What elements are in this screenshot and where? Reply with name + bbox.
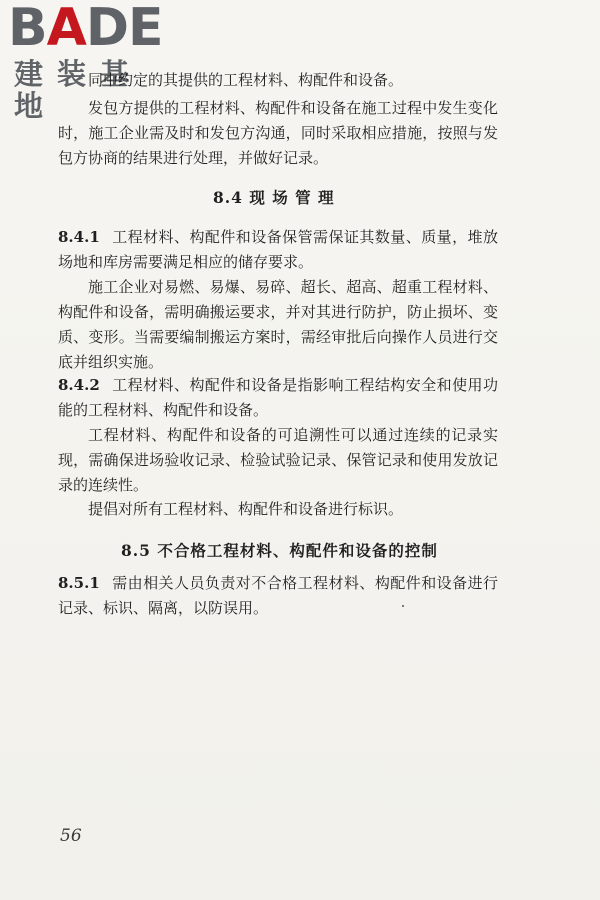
clause-8-4-2 — [58, 373, 498, 423]
section-heading-8-5: 8.5 不合格工程材料、构配件和设备的控制 — [121, 541, 438, 560]
logo-letters-de: DE — [85, 0, 163, 58]
logo-subtitle: 建装基地 — [14, 57, 144, 123]
page-number: 56 — [60, 826, 82, 846]
paragraph-continued: 同中约定的其提供的工程材料、构配件和设备。 — [88, 71, 404, 89]
clause-text: 需由相关人员负责对不合格工程材料、构配件和设备进行记录、标识、隔离，以防误用。 — [58, 574, 498, 617]
paragraph-traceability: 工程材料、构配件和设备的可追溯性可以通过连续的记录实现，需确保进场验收记录、检验试验记录、保管记录和使用发放记录的连续性。 — [58, 426, 498, 494]
clause-number: 8.4.1 — [58, 228, 100, 246]
clause-number: 8.4.2 — [58, 376, 100, 394]
paragraph-handling-requirements: 施工企业对易燃、易爆、易碎、超长、超高、超重工程材料、构配件和设备，需明确搬运要求，并对其进行防护，防止损坏、变质、变形。当需要编制搬运方案时，需经审批后向操作人员进行交底并组织实施。 — [58, 278, 498, 371]
paragraph-identification: 提倡对所有工程材料、构配件和设备进行标识。 — [88, 500, 404, 518]
clause-8-4-1 — [58, 225, 498, 275]
speck — [402, 605, 404, 607]
clause-text: 工程材料、构配件和设备保管需保证其数量、质量，堆放场地和库房需要满足相应的储存要求。 — [58, 228, 498, 271]
clause-number: 8.5.1 — [58, 574, 100, 592]
paragraph-supplier-materials: 发包方提供的工程材料、构配件和设备在施工过程中发生变化时，施工企业需及时和发包方沟通，同时采取相应措施，按照与发包方协商的结果进行处理，并做好记录。 — [58, 99, 498, 167]
section-heading-8-4: 8.4 现 场 管 理 — [213, 188, 335, 207]
logo-brand — [8, 0, 163, 58]
clause-8-5-1 — [58, 571, 498, 621]
logo-letter-a: A — [46, 0, 86, 58]
logo-letter-b: B — [8, 0, 47, 58]
clause-text: 工程材料、构配件和设备是指影响工程结构安全和使用功能的工程材料、构配件和设备。 — [58, 376, 498, 419]
